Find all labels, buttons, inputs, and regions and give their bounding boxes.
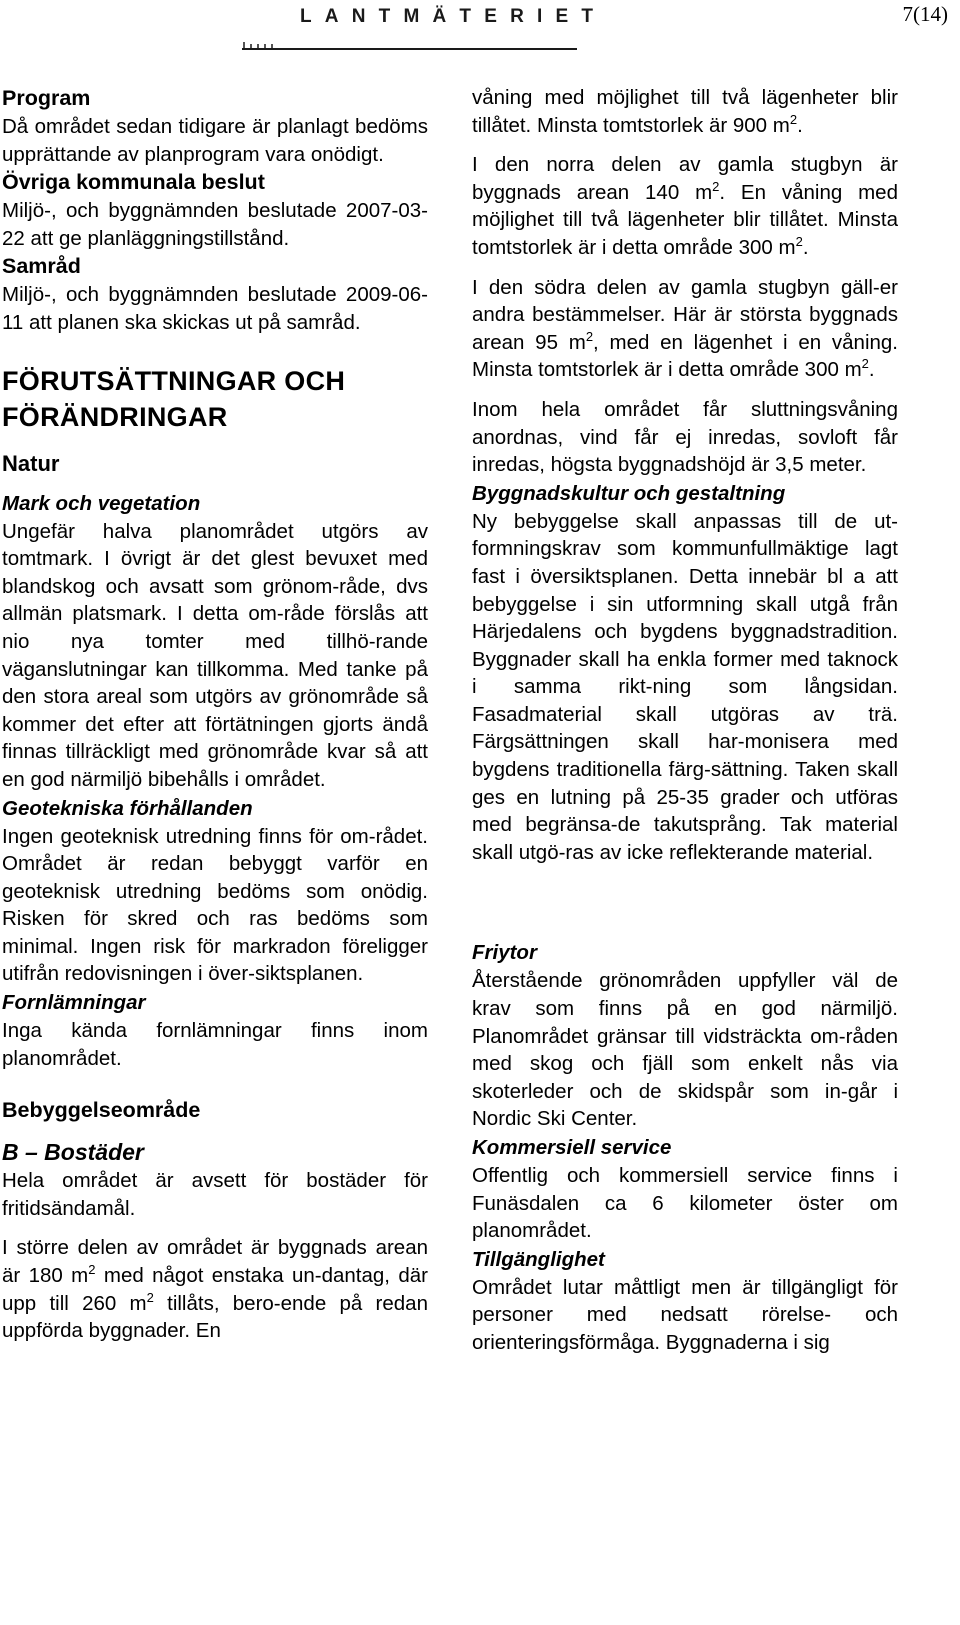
fornlamningar-heading: Fornlämningar — [2, 991, 146, 1015]
kommersiell-text: Offentlig och kommersiell service finns i Funäsdalen ca 6 kilometer öster om planområdet. — [472, 1164, 898, 1243]
sodra-delen-text: I den södra delen av gamla stugbyn gäll-er andra bestämmelser. Här är största byggnads arean 95 $m^2$, med en lägenhet i en våning. Minsta tomtstorlek är i detta område 300 $m^2$. — [472, 275, 899, 382]
bostader-heading: B – Bostäder — [2, 1139, 144, 1166]
mark-text: Ungefär halva planområdet utgörs av tomtmark. I övrigt är det glest bevuxet med blandskog och avsatt som grönom-råde, dvs allmän platsmark. I detta om-råde förslås att nio nya tomter med tillhö-rande väganslutningar kan tillkomma. Med tanke på den stora areal som utgörs av grönområde så kommer det efter att förtätningen gjorts ändå finnas tillräckligt med grönområde kvar så att en god närmiljö bibehålls i området. — [2, 519, 428, 791]
program-text: Då området sedan tidigare är planlagt bedöms upprättande av planprogram vara onödigt. — [2, 115, 428, 166]
logo-rule — [242, 48, 577, 50]
logo-text: LANTMÄTERIET — [300, 6, 607, 27]
fornlamningar-text: Inga kända fornlämningar finns inom planområdet. — [2, 1019, 428, 1070]
program-heading: Program — [2, 86, 91, 110]
tillganglighet-heading: Tillgänglighet — [472, 1247, 605, 1271]
page-header — [0, 0, 960, 60]
friytor-text: Återstående grönområden uppfyller väl de krav som finns på en god närmiljö. Planområdet gränsar till vidsträckta om-råden med skog och fjäll som enkelt nås via skoterleder och de skidspår som in-går i Nordic Ski Center. — [472, 969, 898, 1131]
friytor-heading: Friytor — [472, 941, 537, 965]
geoteknik-text: Ingen geoteknisk utredning finns för om-rådet. Området är redan bebyggt varför en geoteknisk utredning bedöms som onödig. Risken för skred och ras bedöms som minimal. Ingen risk för markradon föreligger utifrån redovisningen i över-siktsplanen. — [2, 824, 428, 986]
bebyggelse-heading: Bebyggelseområde — [2, 1098, 201, 1123]
left-column — [2, 84, 428, 1345]
ovriga-beslut-text: Miljö-, och byggnämnden beslutade 2007-03-22 att ge planläggningstillstånd. — [2, 199, 428, 250]
right-column — [472, 84, 898, 1357]
samrad-text: Miljö-, och byggnämnden beslutade 2009-06-11 att planen ska skickas ut på samråd. — [2, 283, 428, 334]
natur-heading: Natur — [2, 450, 60, 476]
page-number: 7(14) — [902, 2, 948, 26]
norra-delen-text: I den norra delen av gamla stugbyn är byggnads arean 140 $m^2$. En våning med möjlighet till två lägenheter blir tillåtet. Minsta tomtstorlek är i detta område 300 $m^2$. — [472, 153, 898, 259]
samrad-heading: Samråd — [2, 254, 81, 279]
section-title-line1: FÖRUTSÄTTNINGAR OCH — [2, 365, 346, 396]
kommersiell-heading: Kommersiell service — [472, 1136, 672, 1159]
tillganglighet-text: Området lutar måttligt men är tillgängligt för personer med nedsatt rörelse- och orienteringsförmåga. Byggnaderna i sig — [472, 1275, 898, 1354]
bostader-cont-text: våning med möjlighet till två lägenheter blir tillåtet. Minsta tomtstorlek är 900 $m^2$. — [472, 86, 898, 137]
bostader-text-2: I större delen av området är byggnads arean är 180 $m^2$ med något enstaka un-dantag, där upp till 260 $m^2$ tillåts, bero-ende på redan uppförda byggnader. En — [2, 1236, 428, 1343]
bostader-text: Hela området är avsett för bostäder för fritidsändamål. — [2, 1169, 428, 1220]
byggnadskultur-heading: Byggnadskultur och gestaltning — [472, 481, 786, 505]
mark-heading: Mark och vegetation — [2, 491, 201, 515]
section-title — [2, 363, 428, 435]
geoteknik-heading: Geotekniska förhållanden — [2, 796, 253, 820]
ovriga-beslut-heading: Övriga kommunala beslut — [2, 170, 265, 195]
section-title-line2: FÖRÄNDRINGAR — [2, 401, 228, 432]
sluttningsvaning-text: Inom hela området får sluttningsvåning anordnas, vind får ej inredas, sovloft får inredas, högsta byggnadshöjd är 3,5 meter. — [472, 397, 898, 477]
byggnadskultur-text: Ny bebyggelse skall anpassas till de ut-formningskrav som kommunfullmäktige lagt fast i översiktsplanen. Detta innebär bl a att bebyggelse i sin utformning skall utgå från Härjedalens och bygdens byggnadstradition. Byggnader skall ha enkla former med taknock i samma rikt-ning som långsidan. Fasadmaterial skall utgöras av trä. Färgsättningen skall har-monisera med bygdens traditionella färg-sättning. Taken skall ges en lutning på 25-35 grader och utföras med begränsa-de takutsprång. Tak material skall utgö-ras av icke reflekterande material. — [472, 509, 898, 864]
lantmateriet-logo — [300, 6, 607, 52]
